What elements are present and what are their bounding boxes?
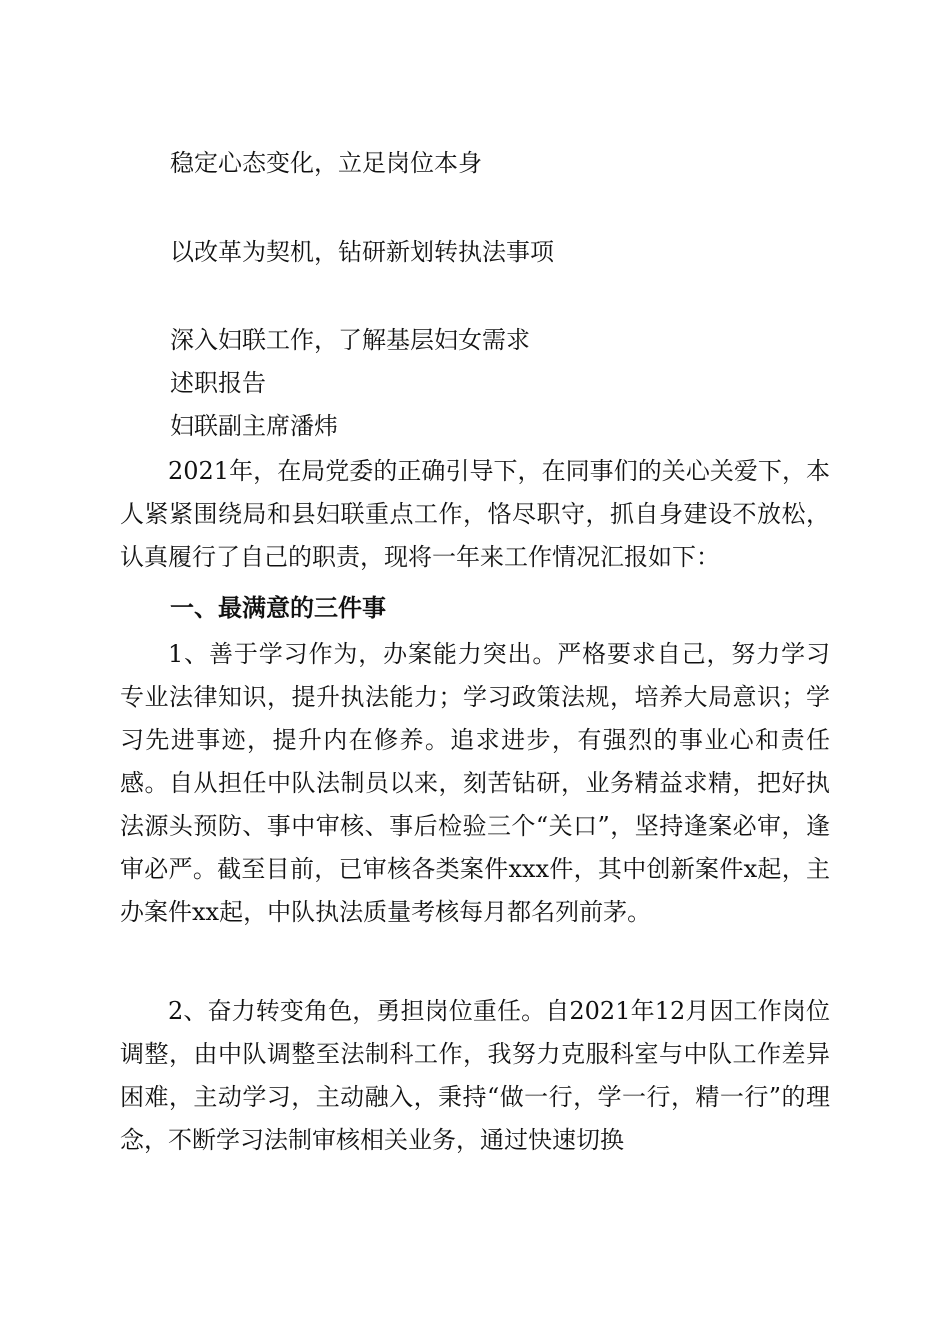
section-1-title: 一、最满意的三件事 bbox=[170, 594, 386, 622]
heading-3: 深入妇联工作，了解基层妇女需求 bbox=[170, 326, 530, 354]
author-line: 妇联副主席潘炜 bbox=[170, 412, 338, 440]
item-1-paragraph: 1、善于学习作为，办案能力突出。严格要求自己，努力学习专业法律知识，提升执法能力；学习政策法规，培养大局意识；学习先进事迹，提升内在修养。追求进步，有强烈的事业心和责任感。自从担任中队法制员以来，刻苦钻研，业务精益求精，把好执法源头预防、事中审核、事后检验三个“关口”，坚持逢案必审，逢审必严。截至目前，已审核各类案件xxx件，其中创新案件x起，主办案件xx起，中队执法质量考核每月都名列前茅。 bbox=[120, 640, 830, 926]
heading-1: 稳定心态变化，立足岗位本身 bbox=[170, 149, 482, 177]
heading-2: 以改革为契机，钻研新划转执法事项 bbox=[170, 238, 554, 266]
report-title: 述职报告 bbox=[170, 369, 266, 397]
item-2-paragraph: 2、奋力转变角色，勇担岗位重任。自2021年12月因工作岗位调整，由中队调整至法制科工作，我努力克服科室与中队工作差异困难，主动学习，主动融入，秉持“做一行，学一行，精一行”的理念，不断学习法制审核相关业务，通过快速切换 bbox=[120, 997, 830, 1154]
intro-paragraph: 2021年，在局党委的正确引导下，在同事们的关心关爱下，本人紧紧围绕局和县妇联重点工作，恪尽职守，抓自身建设不放松，认真履行了自己的职责，现将一年来工作情况汇报如下： bbox=[120, 457, 830, 571]
